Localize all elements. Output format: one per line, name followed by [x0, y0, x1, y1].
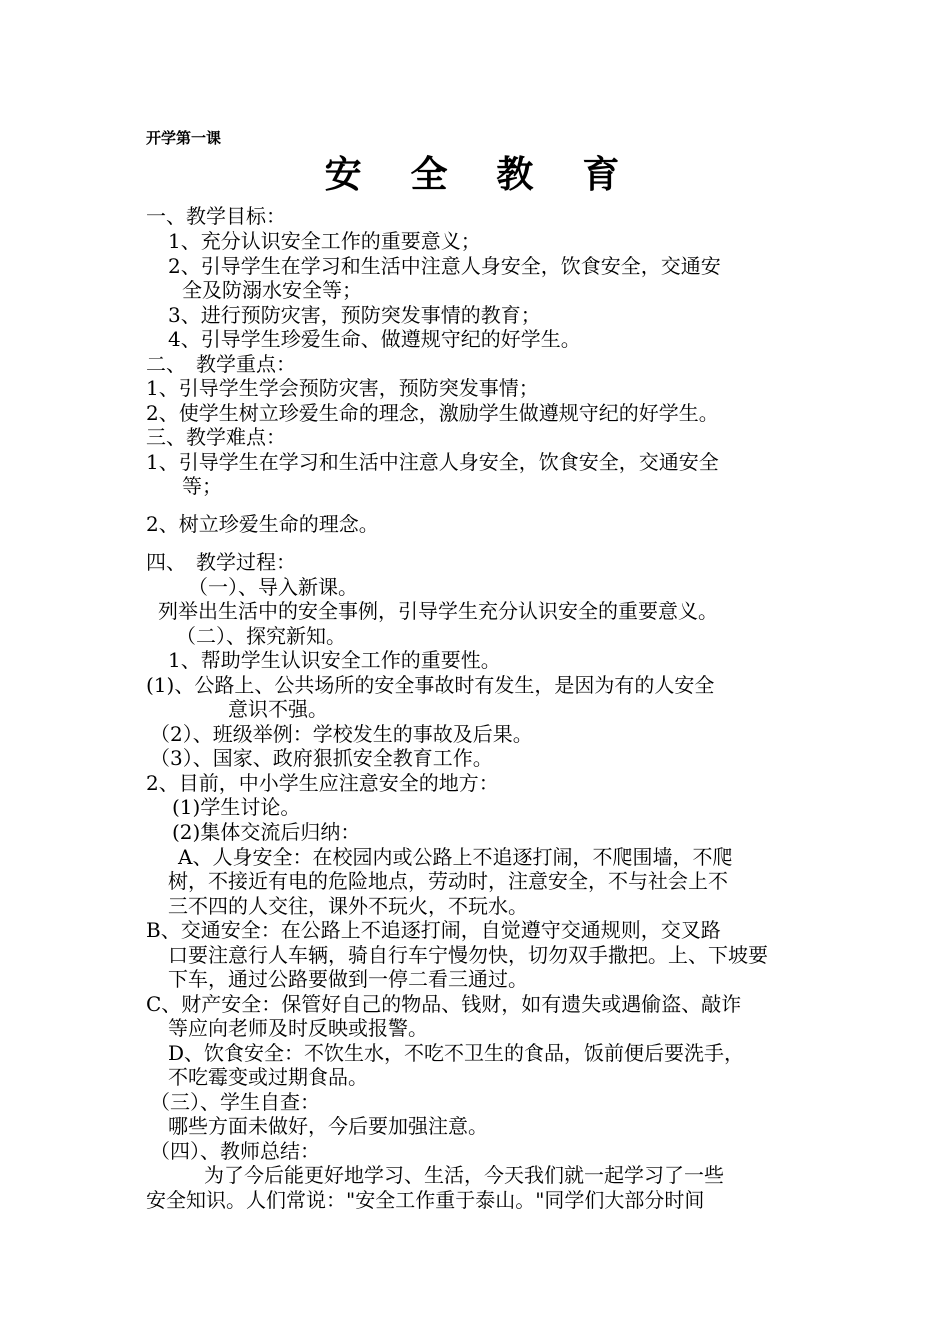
difficulty-1-cont: 等；: [182, 474, 222, 498]
explore-subitem-1: (1)、公路上、公共场所的安全事故时有发生，是因为有的人安全: [146, 673, 715, 697]
self-check-text: 哪些方面未做好，今后要加强注意。: [168, 1114, 488, 1138]
safety-personal: A、人身安全：在校园内或公路上不追逐打闹，不爬围墙，不爬: [178, 845, 733, 869]
section-heading-key-points: 二、 教学重点：: [146, 352, 296, 376]
safety-traffic-cont-1: 口要注意行人车辆，骑自行车宁慢勿快，切勿双手撒把。上、下坡要: [168, 943, 768, 967]
explore-subitem-2: （2）、班级举例：学校发生的事故及后果。: [150, 722, 533, 746]
summary-text-2: 安全知识。人们常说："安全工作重于泰山。"同学们大部分时间: [146, 1188, 705, 1212]
explore-item-2: 2、目前，中小学生应注意安全的地方：: [146, 771, 499, 795]
objective-item-1: 1、充分认识安全工作的重要意义；: [168, 229, 481, 253]
safety-food-cont: 不吃霉变或过期食品。: [168, 1065, 368, 1089]
key-point-2: 2、使学生树立珍爱生命的理念，激励学生做遵规守纪的好学生。: [146, 401, 719, 425]
difficulty-2: 2、树立珍爱生命的理念。: [146, 512, 379, 536]
lesson-label: 开学第一课: [146, 129, 222, 147]
safety-traffic: B、交通安全：在公路上不追逐打闹，自觉遵守交通规则，交叉路: [146, 918, 721, 942]
explore-item-1: 1、帮助学生认识安全工作的重要性。: [168, 648, 501, 672]
process-step-explore: （二）、探究新知。: [176, 624, 346, 648]
process-step-summary: （四）、教师总结：: [150, 1139, 320, 1163]
summary-text-1: 为了今后能更好地学习、生活，今天我们就一起学习了一些: [204, 1163, 724, 1187]
process-step-self-check: （三）、学生自查：: [150, 1090, 320, 1114]
safety-food: D、饮食安全：不饮生水，不吃不卫生的食品，饭前便后要洗手，: [168, 1041, 745, 1065]
process-intro-text: 列举出生活中的安全事例，引导学生充分认识安全的重要意义。: [158, 599, 718, 623]
safety-property-cont: 等应向老师及时反映或报警。: [168, 1016, 428, 1040]
summary-item: (2)集体交流后归纳：: [172, 820, 361, 844]
objective-item-2-cont: 全及防溺水安全等；: [182, 278, 362, 302]
key-point-1: 1、引导学生学会预防灾害，预防突发事情；: [146, 376, 539, 400]
section-heading-process: 四、 教学过程：: [146, 550, 296, 574]
objective-item-2: 2、引导学生在学习和生活中注意人身安全，饮食安全，交通安: [168, 254, 721, 278]
explore-subitem-1-cont: 意识不强。: [228, 697, 328, 721]
explore-subitem-3: （3）、国家、政府狠抓安全教育工作。: [150, 746, 493, 770]
safety-personal-cont-2: 三不四的人交往，课外不玩火，不玩水。: [168, 894, 528, 918]
difficulty-1: 1、引导学生在学习和生活中注意人身安全，饮食安全，交通安全: [146, 450, 719, 474]
page-title: 安 全 教 育: [324, 153, 638, 196]
safety-personal-cont-1: 树，不接近有电的危险地点，劳动时，注意安全，不与社会上不: [168, 869, 728, 893]
section-heading-difficulties: 三、教学难点：: [146, 425, 286, 449]
safety-traffic-cont-2: 下车，通过公路要做到一停二看三通过。: [168, 967, 528, 991]
objective-item-3: 3、进行预防灾害，预防突发事情的教育；: [168, 303, 541, 327]
process-step-intro: （一）、导入新课。: [188, 575, 358, 599]
section-heading-objectives: 一、教学目标：: [146, 204, 286, 228]
safety-property: C、财产安全：保管好自己的物品、钱财，如有遗失或遇偷盗、敲诈: [146, 992, 742, 1016]
objective-item-4: 4、引导学生珍爱生命、做遵规守纪的好学生。: [168, 327, 581, 351]
discussion-item: (1)学生讨论。: [172, 795, 301, 819]
